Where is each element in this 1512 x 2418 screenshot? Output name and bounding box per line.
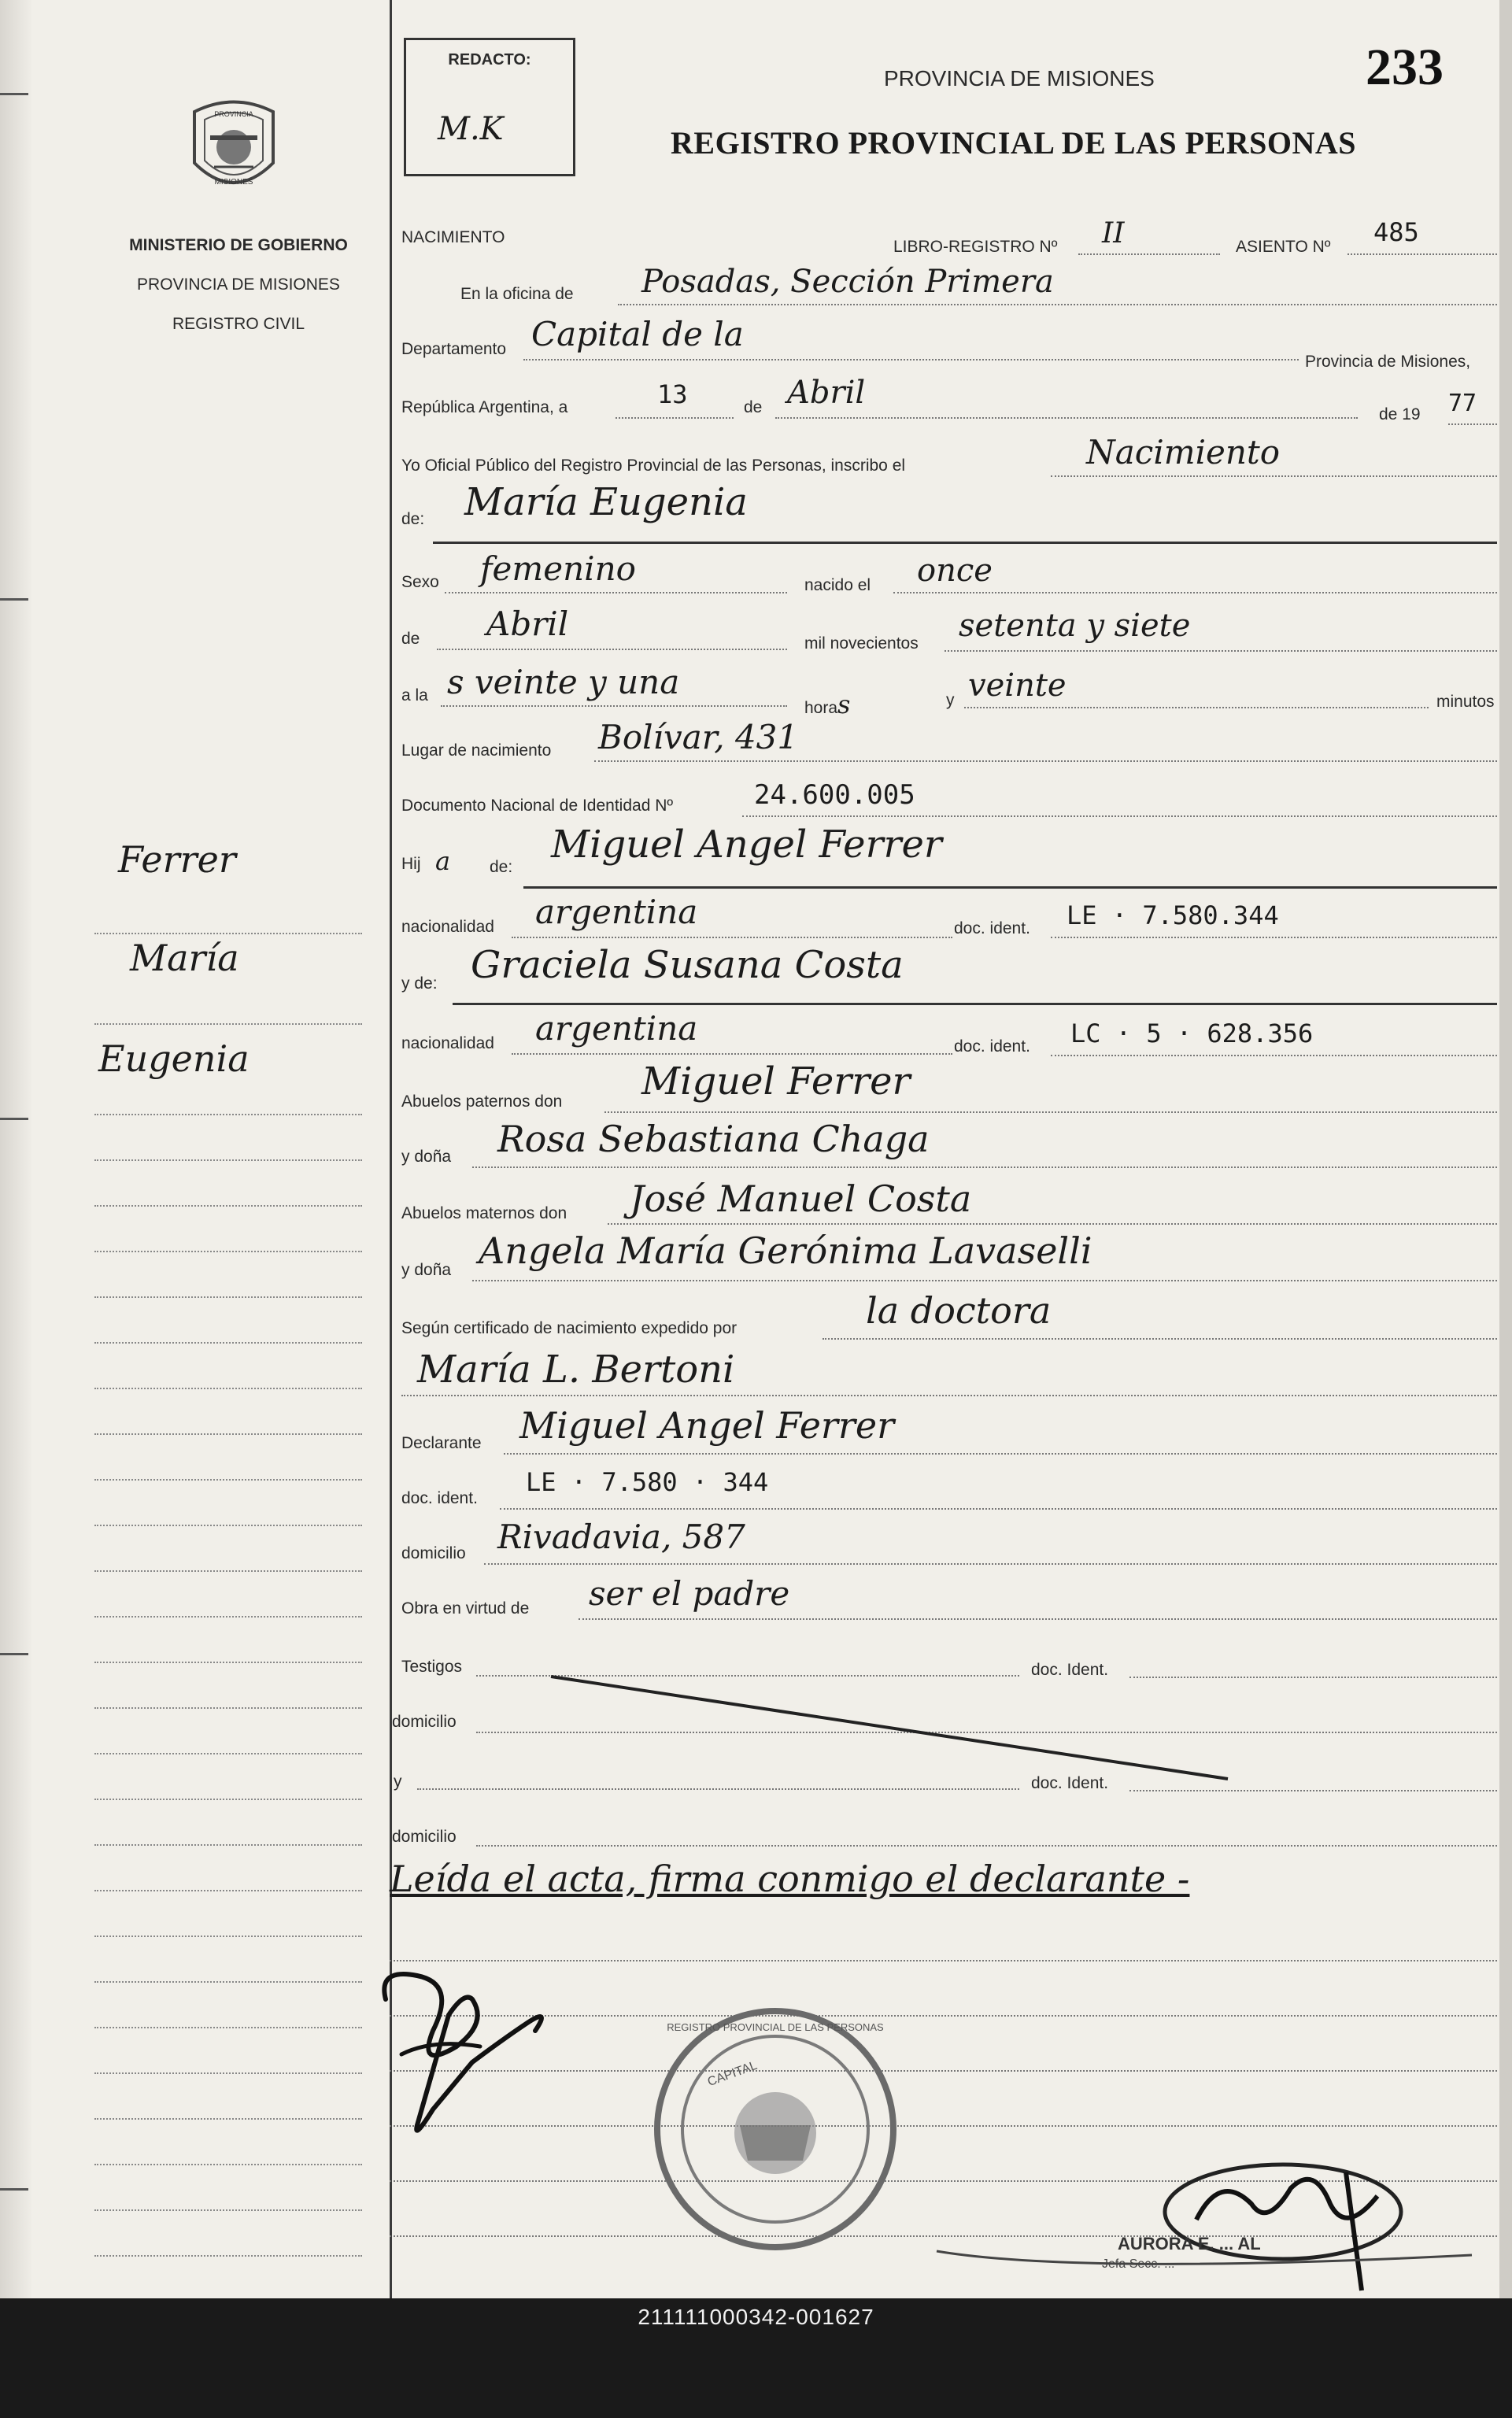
maternal-grandmother-value: Angela María Gerónima Lavaselli — [479, 1229, 1092, 1272]
witness2-doc-label: doc. Ident. — [1031, 1774, 1109, 1792]
svg-text:CAPITAL: CAPITAL — [705, 2058, 760, 2090]
mother-name-value: Graciela Susana Costa — [471, 943, 904, 987]
margin-note-name1: María — [130, 937, 239, 979]
provincial-seal-icon — [175, 88, 293, 206]
witness2-address-label: domicilio — [392, 1828, 457, 1846]
province-of-label: Provincia de Misiones, — [1305, 353, 1471, 371]
binding-staple — [0, 2188, 28, 2198]
certificate-issuer-value: la doctora — [866, 1289, 1052, 1332]
year-prefix-label: de 19 — [1379, 405, 1421, 423]
national-id-label: Documento Nacional de Identidad Nº — [401, 797, 674, 815]
born-year-words-value: setenta y siete — [959, 608, 1191, 644]
mother-doc-label: doc. ident. — [954, 1037, 1030, 1056]
paternal-grandmother-label: y doña — [401, 1148, 452, 1166]
thousand-label: mil novecientos — [804, 634, 919, 653]
child-of-label: Hij — [401, 855, 421, 873]
hours-value: s veinte y una — [447, 663, 680, 701]
hours-label: horas — [804, 690, 851, 719]
born-month-value: Abril — [486, 604, 569, 643]
national-id-value: 24.600.005 — [754, 779, 915, 811]
birth-section-label: NACIMIENTO — [401, 228, 505, 246]
father-name-value: Miguel Angel Ferrer — [551, 823, 942, 867]
department-label: Departamento — [401, 340, 507, 358]
minutes-value: veinte — [968, 667, 1067, 704]
official-stamp-icon — [645, 1999, 905, 2259]
office-value: Posadas, Sección Primera — [641, 264, 1054, 300]
declarant-signature-icon — [370, 1952, 575, 2157]
witness-address-label: domicilio — [392, 1713, 457, 1731]
binding-staple — [0, 1653, 28, 1663]
paternal-grandfather-label: Abuelos paternos don — [401, 1093, 563, 1111]
address-value: Rivadavia, 587 — [497, 1518, 745, 1556]
year-value: 77 — [1448, 390, 1477, 417]
svg-text:PROVINCIA: PROVINCIA — [214, 110, 253, 118]
binding-edge — [0, 0, 31, 2298]
mother-nationality-label: nacionalidad — [401, 1034, 494, 1052]
name-of-label: de: — [401, 510, 425, 528]
born-on-label: nacido el — [804, 576, 871, 594]
binding-staple — [0, 1118, 28, 1128]
document-id: 211111000342-001627 — [638, 2305, 874, 2329]
book-value: II — [1102, 217, 1125, 250]
hours-suffix: s — [837, 690, 851, 719]
binding-staple — [0, 598, 28, 608]
at-label: a la — [401, 686, 428, 704]
address-label: domicilio — [401, 1544, 466, 1562]
department-value: Capital de la — [531, 315, 744, 353]
official-name-stamp: AURORA E. ... AL — [1118, 2234, 1261, 2253]
margin-note-surname: Ferrer — [118, 838, 236, 881]
redacto-box — [404, 38, 575, 176]
book-label: LIBRO-REGISTRO Nº — [893, 238, 1058, 256]
witness2-and-label: y — [394, 1773, 402, 1791]
inscription-type-value: Nacimiento — [1086, 433, 1281, 471]
sex-label: Sexo — [401, 573, 439, 591]
doctor-name-value: María L. Bertoni — [417, 1348, 735, 1392]
registry-title: REGISTRO PROVINCIAL DE LAS PERSONAS — [671, 125, 1357, 161]
page-edge — [1499, 0, 1512, 2298]
closing-remark-value: Leída el acta, firma conmigo el declarante - — [390, 1858, 1190, 1900]
province-label: PROVINCIA DE MISIONES — [137, 275, 340, 294]
witnesses-label: Testigos — [401, 1658, 463, 1676]
of-label: de — [744, 398, 763, 416]
entry-value: 485 — [1373, 217, 1419, 247]
acts-by-label: Obra en virtud de — [401, 1599, 530, 1618]
maternal-grandfather-value: José Manuel Costa — [630, 1178, 972, 1220]
redacto-label: REDACTO: — [448, 51, 531, 68]
margin-note-name2: Eugenia — [98, 1037, 250, 1080]
province-heading: PROVINCIA DE MISIONES — [884, 66, 1155, 91]
born-day-value: once — [917, 553, 993, 589]
entry-label: ASIENTO Nº — [1236, 238, 1331, 256]
official-statement-label: Yo Oficial Público del Registro Provincial de las Personas, inscribo el — [401, 457, 906, 475]
civil-registry-label: REGISTRO CIVIL — [172, 315, 305, 333]
mother-of-label: y de: — [401, 974, 438, 993]
month-value: Abril — [787, 375, 866, 411]
declarant-value: Miguel Angel Ferrer — [519, 1404, 895, 1447]
witness-doc-label: doc. Ident. — [1031, 1661, 1109, 1679]
paternal-grandfather-value: Miguel Ferrer — [641, 1059, 911, 1104]
maternal-grandfather-label: Abuelos maternos don — [401, 1204, 567, 1222]
father-doc-label: doc. ident. — [954, 919, 1030, 937]
mother-doc-value: LC · 5 · 628.356 — [1070, 1019, 1314, 1048]
ministry-label: MINISTERIO DE GOBIERNO — [129, 236, 348, 254]
acts-by-value: ser el padre — [589, 1574, 790, 1613]
maternal-grandmother-label: y doña — [401, 1261, 452, 1279]
sex-value: femenino — [480, 549, 636, 588]
mother-nationality-value: argentina — [535, 1009, 698, 1048]
svg-text:MISIONES: MISIONES — [214, 178, 253, 187]
redacto-initials: M.K — [438, 111, 504, 147]
svg-text:REGISTRO PROVINCIAL DE LAS PER: REGISTRO PROVINCIAL DE LAS PERSONAS — [667, 2021, 884, 2033]
born-month-of-label: de — [401, 630, 420, 648]
official-signature-icon — [921, 2157, 1495, 2298]
father-nationality-label: nacionalidad — [401, 918, 494, 936]
republic-label: República Argentina, a — [401, 398, 568, 416]
declarant-doc-label: doc. ident. — [401, 1489, 478, 1507]
office-label: En la oficina de — [460, 285, 574, 303]
birthplace-label: Lugar de nacimiento — [401, 741, 552, 760]
day-value: 13 — [657, 379, 688, 409]
declarant-label: Declarante — [401, 1434, 482, 1452]
and-label: y — [946, 691, 955, 709]
binding-staple — [0, 93, 28, 103]
child-name-value: María Eugenia — [464, 480, 748, 524]
official-role-stamp: Jefa Secc. ... — [1102, 2257, 1175, 2271]
father-doc-value: LE · 7.580.344 — [1067, 900, 1279, 930]
father-nationality-value: argentina — [535, 893, 698, 931]
child-of-suffix: a — [435, 846, 451, 876]
minutes-label: minutos — [1436, 693, 1495, 711]
child-of-de-label: de: — [490, 858, 513, 876]
paternal-grandmother-value: Rosa Sebastiana Chaga — [497, 1118, 930, 1160]
page-number: 233 — [1366, 39, 1444, 96]
strike-line — [543, 1669, 1251, 1787]
certificate-label: Según certificado de nacimiento expedido por — [401, 1319, 738, 1337]
declarant-doc-value: LE · 7.580 · 344 — [526, 1467, 769, 1497]
birthplace-value: Bolívar, 431 — [598, 718, 799, 756]
